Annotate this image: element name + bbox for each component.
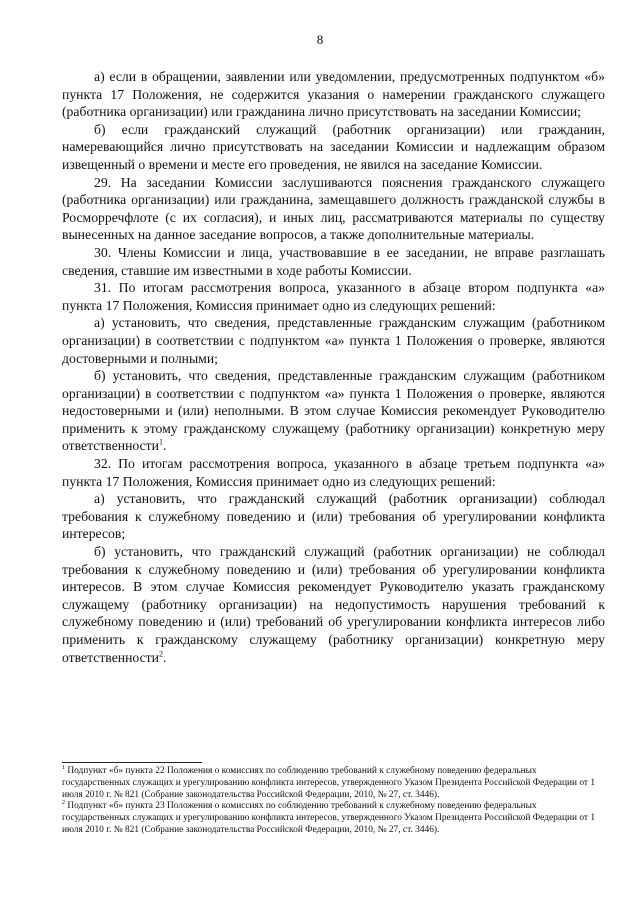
paragraph-31-a: а) установить, что сведения, представленные гражданским служащим (работником организации) в соответствии с подпунктом «а» пункта 1 Положения о проверке, являются достоверными и полными; [62, 315, 605, 366]
footnote-2-text: Подпункт «б» пункта 23 Положения о комиссиях по соблюдению требований к служебному поведению федеральных государственных служащих и урегулированию конфликта интересов, утвержденного Указом Президента Российской Федерации от 1 июля 2010 г. № 821 (Собрание законодательства Российской Федерации, 2010, № 27, ст. 3446). [62, 801, 596, 835]
paragraph-32-b-text: б) установить, что гражданский служащий (работник организации) не соблюдал требования к служебному поведению и (или) требования об урегулировании конфликта интересов. В этом случае Комиссия рекомендует Руководителю указать гражданскому служащему (работнику организации) на недопустимость нарушения требований к служебному поведению и (или) требований об урегулировании конфликта интересов либо применить к гражданскому служащему (работнику организации) конкретную меру ответственности [62, 544, 605, 665]
paragraph-a-no-intent: а) если в обращении, заявлении или уведомлении, предусмотренных подпунктом «б» пункта 17 Положения, не содержится указания о намерении гражданского служащего (работника организации) или гражданина лично присутствовать на заседании Комиссии; [62, 69, 605, 120]
footnote-separator [62, 762, 202, 763]
footnote-1-text: Подпункт «б» пункта 22 Положения о комиссиях по соблюдению требований к служебному поведению федеральных государственных служащих и урегулированию конфликта интересов, утвержденного Указом Президента Российской Федерации от 1 июля 2010 г. № 821 (Собрание законодательства Российской Федерации, 2010, № 27, ст. 3446). [62, 766, 596, 800]
page-number: 8 [316, 32, 324, 47]
paragraph-32-b: б) установить, что гражданский служащий (работник организации) не соблюдал требования к служебному поведению и (или) требования об урегулировании конфликта интересов. В этом случае Комиссия рекомендует Руководителю указать гражданскому служащему (работнику организации) на недопустимость нарушения требований к служебному поведению и (или) требований об урегулировании конфликта интересов либо применить к гражданскому служащему (работнику организации) конкретную меру ответственности$^2$. [62, 544, 605, 665]
paragraph-32: 32. По итогам рассмотрения вопроса, указанного в абзаце третьем подпункта «а» пункта 17 Положения, Комиссия принимает одно из следующих решений: [62, 456, 605, 489]
footnote-1-mark: 1 [62, 764, 65, 771]
paragraph-30: 30. Члены Комиссии и лица, участвовавшие в ее заседании, не вправе разглашать сведения, ставшие им известными в ходе работы Комиссии. [62, 244, 605, 278]
footnote-ref-1: 1 [158, 437, 163, 447]
paragraph-31: 31. По итогам рассмотрения вопроса, указанного в абзаце втором подпункта «а» пункта 17 Положения, Комиссия принимает одно из следующих решений: [62, 280, 605, 313]
footnote-ref-2: 2 [158, 649, 163, 659]
paragraph-31-b: б) установить, что сведения, представленные гражданским служащим (работником организации) в соответствии с подпунктом «а» пункта 1 Положения о проверке, являются недостоверными и (или) неполными. В этом случае Комиссия рекомендует Руководителю применить к этому гражданскому служащему (работнику организации) конкретную меру ответственности$^1$. [62, 368, 605, 454]
paragraph-29: 29. На заседании Комиссии заслушиваются пояснения гражданского служащего (работника организации) или гражданина, замещавшего должность гражданской службы в Росморречфлоте (с их согласия), и иных лиц, рассматриваются материалы по существу вынесенных на данное заседание вопросов, а также дополнительные материалы. [62, 174, 605, 243]
paragraph-b-no-show: б) если гражданский служащий (работник организации) или гражданин, намеревающийся лично присутствовать на заседании Комиссии и надлежащим образом извещенный о времени и месте его проведения, не явился на заседание Комиссии. [62, 121, 605, 172]
footnote-2 [62, 801, 607, 836]
footnote-1 [62, 766, 607, 801]
paragraph-31-b-text: б) установить, что сведения, представленные гражданским служащим (работником организации) в соответствии с подпунктом «а» пункта 1 Положения о проверке, являются недостоверными и (или) неполными. В этом случае Комиссия рекомендует Руководителю применить к этому гражданскому служащему (работнику организации) конкретную меру ответственности [62, 368, 605, 454]
document-body [62, 68, 605, 666]
paragraph-32-a: а) установить, что гражданский служащий (работник организации) соблюдал требования к служебному поведению и (или) требования об урегулировании конфликта интересов; [62, 491, 605, 542]
footnote-2-mark: 2 [62, 800, 65, 807]
footnotes [62, 766, 607, 837]
